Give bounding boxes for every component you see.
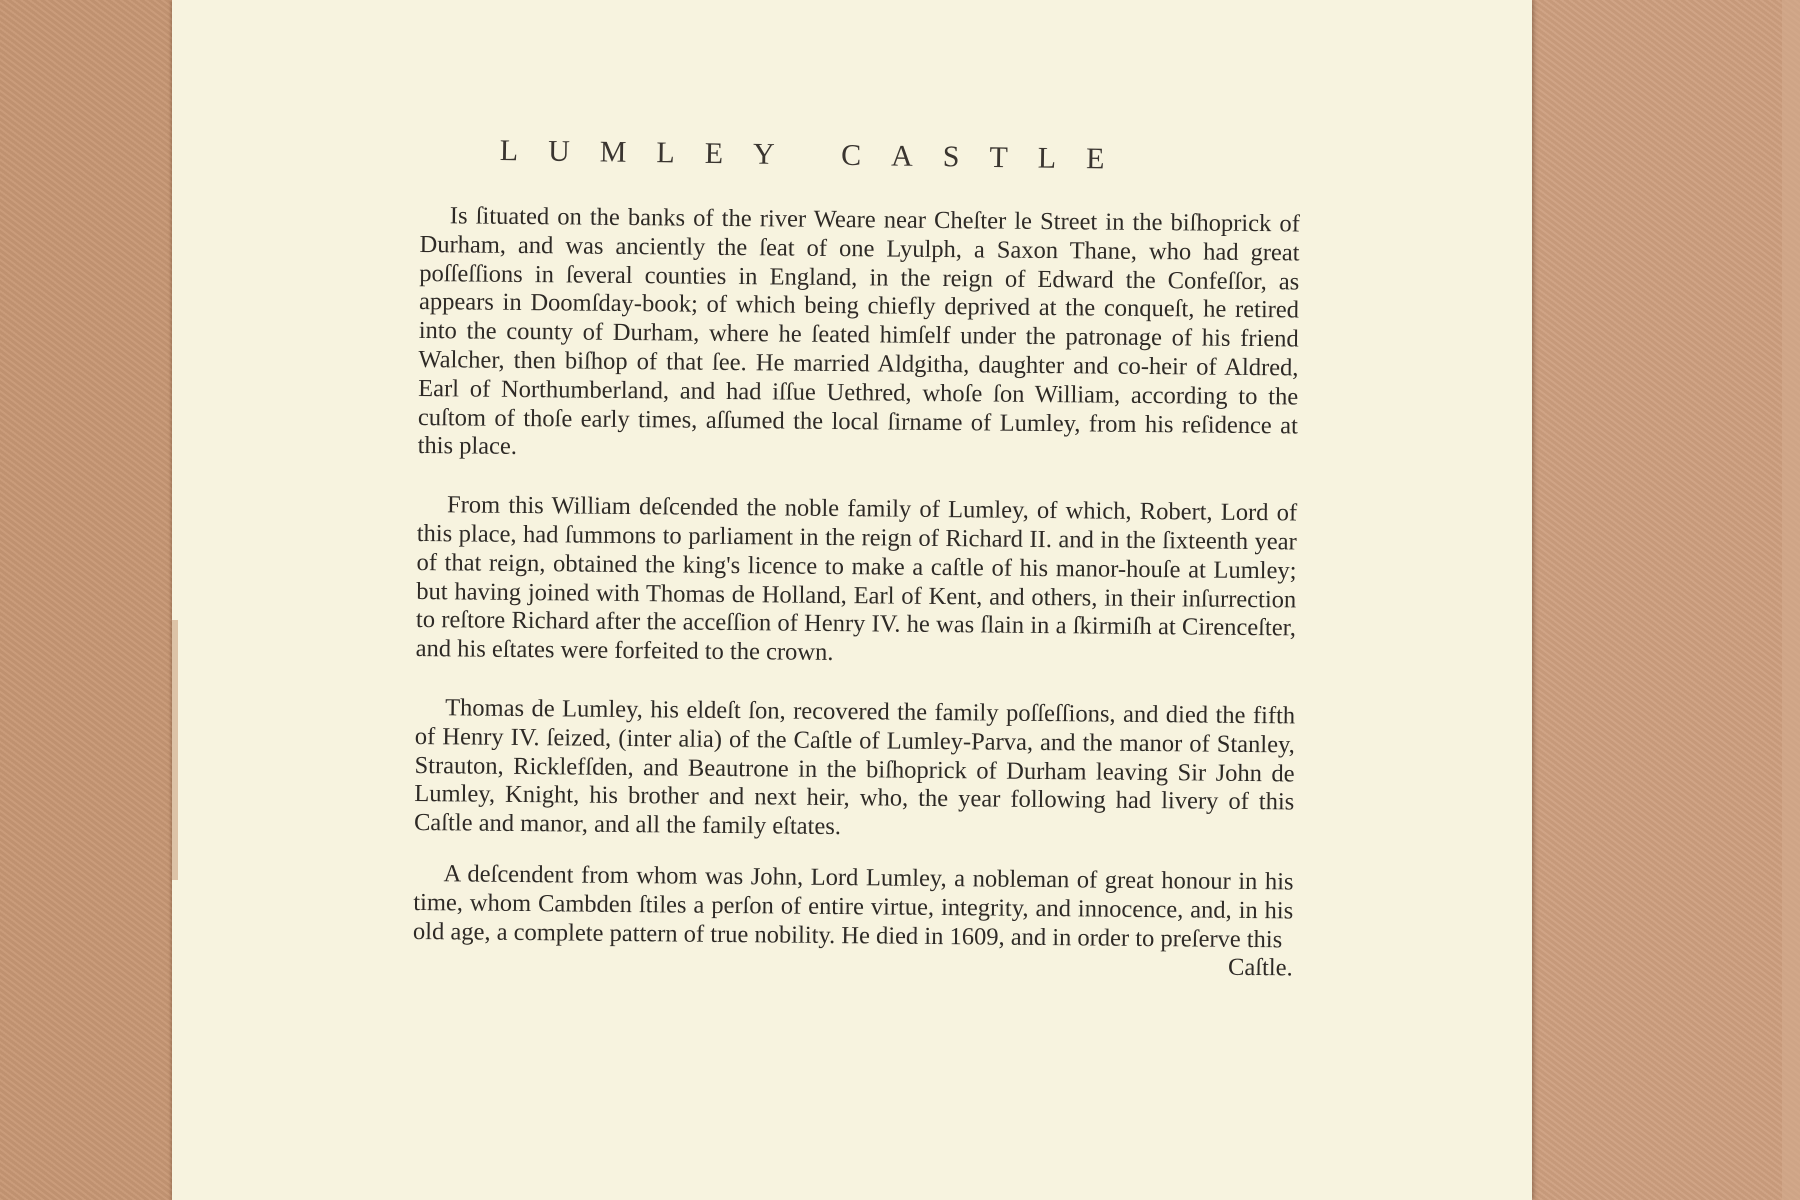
paragraph-1: Is ſituated on the banks of the river Weare near Cheſter le Street in the biſhoprick of Durham, and was anciently the ſeat of one Lyulph, a Saxon Thane, who had great poſſeſſions in ſeveral counties in England, in the reign of Edward the Confeſſor, as appears in Doomſday-book; of which being chiefly deprived at the conqueſt, he retired into the county of Durham, where he ſeated himſelf under the patronage of his friend Walcher, then biſhop of that ſee. He married Aldgitha, daughter and co-heir of Aldred, Earl of Northumberland, and had iſſue Uethred, whoſe ſon William, according to the cuſtom of thoſe early times, aſſumed the local ſirname of Lumley, from his reſidence at this place. xyxy=(417,202,1300,461)
paragraph-2: From this William deſcended the noble family of Lumley, of which, Robert, Lord of this place, had ſummons to parliament in the reign of Richard II. and in the ſixteenth year of that reign, obtained the king's licence to make a caſtle of his manor-houſe at Lumley; but having joined with Thomas de Holland, Earl of Kent, and others, in their inſurrection to reſtore Richard after the acceſſion of Henry IV. he was ſlain in a ſkirmiſh at Cirenceſter, and his eſtates were forfeited to the crown. xyxy=(415,491,1298,667)
catchword: Caſtle. xyxy=(1227,954,1293,982)
mat-right-edge xyxy=(1782,0,1800,1200)
mat-left xyxy=(0,0,172,1200)
paragraph-3: Thomas de Lumley, his eldeſt ſon, recovered the family poſſeſſions, and died the fifth of Henry IV. ſeized, (inter alia) of the Caſtle of Lumley-Parva, and the manor of Stanley, Strauton, Ricklefſden, and Beautrone in the biſhoprick of Durham leaving Sir John de Lumley, Knight, his brother and next heir, who, the year following had livery of this Caſtle and manor, and all the family eſtates. xyxy=(413,694,1296,841)
page-title: LUMLEY CASTLE xyxy=(499,134,1135,176)
paragraph-4: A deſcendent from whom was John, Lord Lumley, a nobleman of great honour in his time, whom Cambden ſtiles a perſon of entire virtue, integrity, and innocence, and, in his old age, a complete pattern of true nobility. He died in 1609, and in order to preſerve this xyxy=(412,860,1294,953)
body-text xyxy=(413,202,1300,984)
paper-edge-tear xyxy=(172,620,178,880)
mat-right xyxy=(1532,0,1800,1200)
